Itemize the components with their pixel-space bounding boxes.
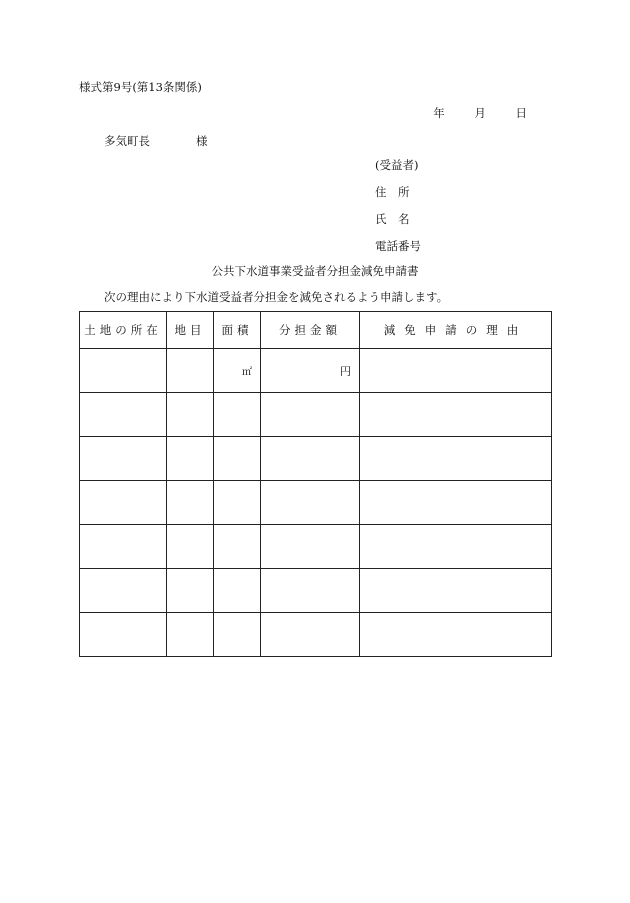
land-category-cell[interactable] [167,437,214,481]
area-unit: ㎡ [242,367,252,378]
amount-cell[interactable] [261,481,360,525]
land-category-cell[interactable] [167,569,214,613]
reason-cell[interactable] [360,569,552,613]
land-category-cell[interactable] [167,525,214,569]
applicant-name-label: 氏 名 [375,212,410,226]
date-year: 年 [433,106,445,120]
land-location-cell[interactable] [80,437,167,481]
applicant-block [375,158,421,266]
amount-cell[interactable] [261,613,360,657]
date-month: 月 [474,106,486,120]
amount-cell[interactable] [261,393,360,437]
form-number: 様式第9号(第13条関係) [79,80,202,94]
amount-cell[interactable] [261,569,360,613]
area-cell[interactable] [214,481,261,525]
document-title: 公共下水道事業受益者分担金減免申請書 [211,264,419,278]
land-location-cell[interactable] [80,481,167,525]
application-table [79,311,552,657]
applicant-address-label: 住 所 [375,185,410,199]
table-row [80,525,552,569]
land-location-cell[interactable] [80,569,167,613]
reason-cell[interactable] [360,349,552,393]
land-category-cell[interactable] [167,393,214,437]
area-cell[interactable] [214,569,261,613]
land-location-cell[interactable] [80,525,167,569]
addressee-name: 多気町長 [104,134,150,148]
land-location-cell[interactable] [80,349,167,393]
header-amount: 分担金額 [261,312,360,349]
table-row [80,569,552,613]
header-land-category: 地目 [167,312,214,349]
date-line [433,106,527,120]
amount-unit: 円 [340,364,351,378]
reason-cell[interactable] [360,393,552,437]
header-land-location: 土地の所在 [80,312,167,349]
reason-cell[interactable] [360,525,552,569]
area-cell[interactable] [214,349,261,393]
amount-cell[interactable] [261,349,360,393]
table-row [80,481,552,525]
table-row [80,349,552,393]
date-day: 日 [515,106,527,120]
addressee-honorific: 様 [196,134,208,148]
table-header-row [80,312,552,349]
table-row [80,437,552,481]
area-cell[interactable] [214,393,261,437]
addressee [104,134,208,148]
table-row [80,393,552,437]
header-area: 面積 [214,312,261,349]
amount-cell[interactable] [261,437,360,481]
land-location-cell[interactable] [80,393,167,437]
area-cell[interactable] [214,437,261,481]
reason-cell[interactable] [360,613,552,657]
land-category-cell[interactable] [167,349,214,393]
land-category-cell[interactable] [167,481,214,525]
header-reason: 減免申請の理由 [360,312,552,349]
reason-cell[interactable] [360,481,552,525]
reason-cell[interactable] [360,437,552,481]
land-location-cell[interactable] [80,613,167,657]
applicant-phone-label: 電話番号 [375,239,421,253]
area-cell[interactable] [214,525,261,569]
area-cell[interactable] [214,613,261,657]
amount-cell[interactable] [261,525,360,569]
request-statement: 次の理由により下水道受益者分担金を減免されるよう申請します。 [104,290,449,304]
table-row [80,613,552,657]
land-category-cell[interactable] [167,613,214,657]
applicant-heading: (受益者) [375,158,419,172]
